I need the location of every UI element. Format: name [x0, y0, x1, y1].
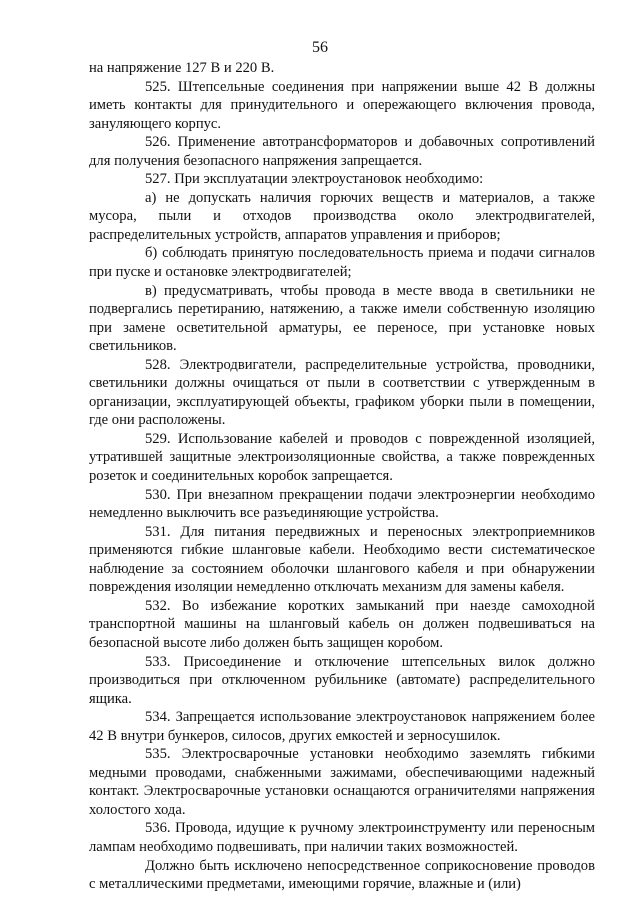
paragraph-527-v: в) предусматривать, чтобы провода в месте ввода в светильники не подвергались перетиранию, натяжению, а также имели собственную изоляцию при замене осветительной арматуры, ее переносе, при установке новых светильников.	[89, 282, 595, 355]
paragraph-528: 528. Электродвигатели, распределительные устройства, проводники, светильники должны очищаться от пыли в соответствии с утвержденным в организации, эксплуатирующей объекты, графиком уборки пыли в помещении, где они расположены.	[89, 356, 595, 429]
paragraph-532: 532. Во избежание коротких замыканий при наезде самоходной транспортной машины на шланговый кабель он должен подвешиваться на безопасной высоте либо должен быть защищен коробом.	[89, 597, 595, 651]
paragraph-526: 526. Применение автотрансформаторов и добавочных сопротивлений для получения безопасного напряжения запрещается.	[89, 134, 595, 169]
paragraph-536: 536. Провода, идущие к ручному электроинструменту или переносным лампам необходимо подвешивать, при наличии таких возможностей.	[89, 820, 595, 855]
paragraph-530: 530. При внезапном прекращении подачи электроэнергии необходимо немедленно выключить все разъединяющие устройства.	[89, 486, 595, 522]
paragraph-536-continued: Должно быть исключено непосредственное соприкосновение проводов с металлическими предметами, имеющими горячие, влажные и (или)	[89, 857, 595, 893]
paragraph-531: 531. Для питания передвижных и переносных электроприемников применяются гибкие шланговые кабели. Необходимо вести систематическое наблюдение за состоянием оболочки шлангового кабеля и при обнаружении повреждения изоляции немедленно отключать механизм для замены кабеля.	[89, 523, 595, 596]
paragraph-527: 527. При эксплуатации электроустановок необходимо:	[145, 171, 484, 188]
page-number: 56	[312, 39, 328, 56]
paragraph-534: 534. Запрещается использование электроустановок напряжением более 42 В внутри бункеров, силосов, других емкостей и зерносушилок.	[89, 709, 595, 744]
paragraph-525: 525. Штепсельные соединения при напряжении выше 42 В должны иметь контакты для принудительного и опережающего включения провода, зануляющего корпус.	[89, 78, 595, 132]
document-body	[89, 59, 595, 894]
paragraph-533: 533. Присоединение и отключение штепсельных вилок должно производиться при отключенном рубильнике (автомате) распределительного ящика.	[89, 653, 595, 707]
paragraph-527-b: б) соблюдать принятую последовательность приема и подачи сигналов при пуске и остановке электродвигателей;	[89, 245, 595, 281]
paragraph-529: 529. Использование кабелей и проводов с поврежденной изоляцией, утратившей защитные электроизоляционные свойства, а также поврежденных розеток и соединительных коробок запрещается.	[89, 430, 595, 485]
paragraph-continuation: на напряжение 127 В и 220 В.	[89, 60, 275, 76]
paragraph-527-a: а) не допускать наличия горючих веществ и материалов, а также мусора, пыли и отходов производства около электродвигателей, распределительных устройств, аппаратов управления и приборов;	[89, 189, 595, 243]
paragraph-535: 535. Электросварочные установки необходимо заземлять гибкими медными проводами, снабженными зажимами, обеспечивающими надежный контакт. Электросварочные установки оснащаются ограничителями напряжения холостого хода.	[89, 746, 595, 818]
